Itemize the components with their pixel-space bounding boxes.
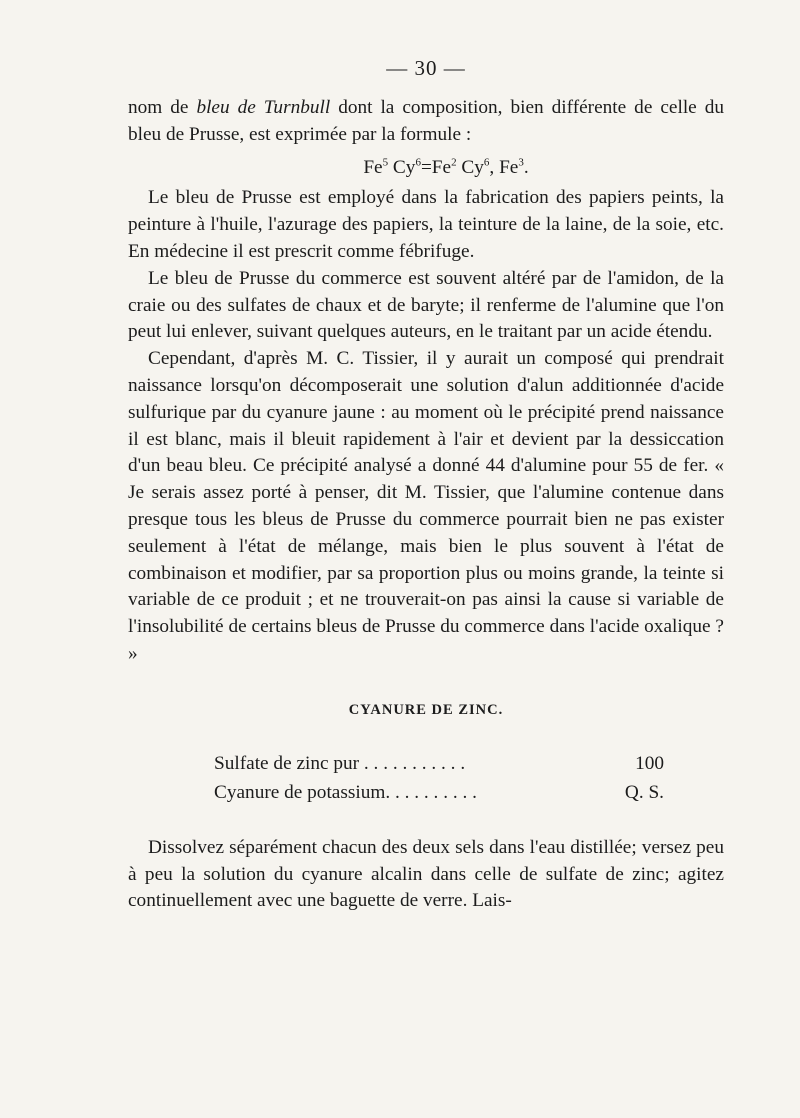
page-number: — 30 — [386, 56, 466, 80]
ingredient-name: Sulfate de zinc pur . . . . . . . . . . . [214, 752, 466, 774]
chemical-formula [128, 155, 724, 182]
ingredient-name: Cyanure de potassium. . . . . . . . . . [214, 781, 477, 803]
paragraph-adulteration: Le bleu de Prusse du commerce est souvent altéré par de l'amidon, de la craie ou des sulfates de chaux et de baryte; il renferme de l'alumine que l'on peut lui enlever, suivant quelques auteurs, en le traitant par un acide étendu. [128, 267, 724, 343]
p1-pre: nom de [128, 97, 197, 118]
paragraph-instructions: Dissolvez séparément chacun des deux sels dans l'eau distillée; versez peu à peu la solution du cyanure alcalin dans celle de sulfate de zinc; agitez continuellement avec une baguette de verre. Lais- [128, 836, 724, 912]
recipe-list [214, 749, 664, 807]
formula-part: , Fe [489, 156, 519, 178]
formula-part: Cy [388, 156, 416, 178]
document-page [128, 56, 724, 915]
formula-part: Cy [456, 156, 484, 178]
formula-part: . [523, 156, 529, 178]
p1-post: dont la composition, bien différente de celle du bleu de Prusse, est exprimée par la formule : [128, 97, 724, 145]
ingredient-qty: 100 [635, 752, 664, 774]
paragraph-uses: Le bleu de Prusse est employé dans la fabrication des papiers peints, la peinture à l'huile, l'azurage des papiers, la teinture de la laine, de la soie, etc. En médecine il est prescrit comme fébrifuge. [128, 187, 724, 262]
recipe-row [214, 778, 664, 807]
formula-sup: 5 [382, 156, 389, 169]
recipe-row [214, 749, 664, 778]
formula-sup: 6 [483, 156, 490, 169]
section-title: CYANURE DE ZINC. [348, 701, 504, 718]
paragraph-tissier: Cependant, d'après M. C. Tissier, il y aurait un composé qui prendrait naissance lorsqu'on décomposerait une solution d'alun additionnée d'acide sulfurique par du cyanure jaune : au moment où le précipité prend naissance il est blanc, mais il bleuit rapidement à l'air et devient par la dessiccation d'un beau bleu. Ce précipité analysé a donné 44 d'alumine pour 55 de fer. « Je serais assez porté à penser, dit M. Tissier, que l'alumine contenue dans presque tous les bleus de Prusse du commerce pourrait bien ne pas exister seulement à l'état de mélange, mais bien le plus souvent à l'état de combinaison et modifier, par sa proportion plus ou moins grande, la teinte si variable de ce produit ; et ne trouverait-on pas ainsi la cause si variable de l'insolubilité de certains bleus de Prusse du commerce dans l'acide oxalique ? » [128, 348, 724, 664]
formula-part: =Fe [420, 156, 452, 178]
formula-sup: 2 [451, 156, 457, 169]
formula-sup: 6 [415, 156, 421, 169]
ingredient-qty: Q. S. [624, 781, 664, 803]
p1-emphasis: bleu de Turnbull [196, 97, 331, 118]
formula-part: Fe [363, 156, 383, 178]
formula-sup: 3 [518, 156, 524, 169]
paragraph-turnbull [128, 95, 724, 149]
